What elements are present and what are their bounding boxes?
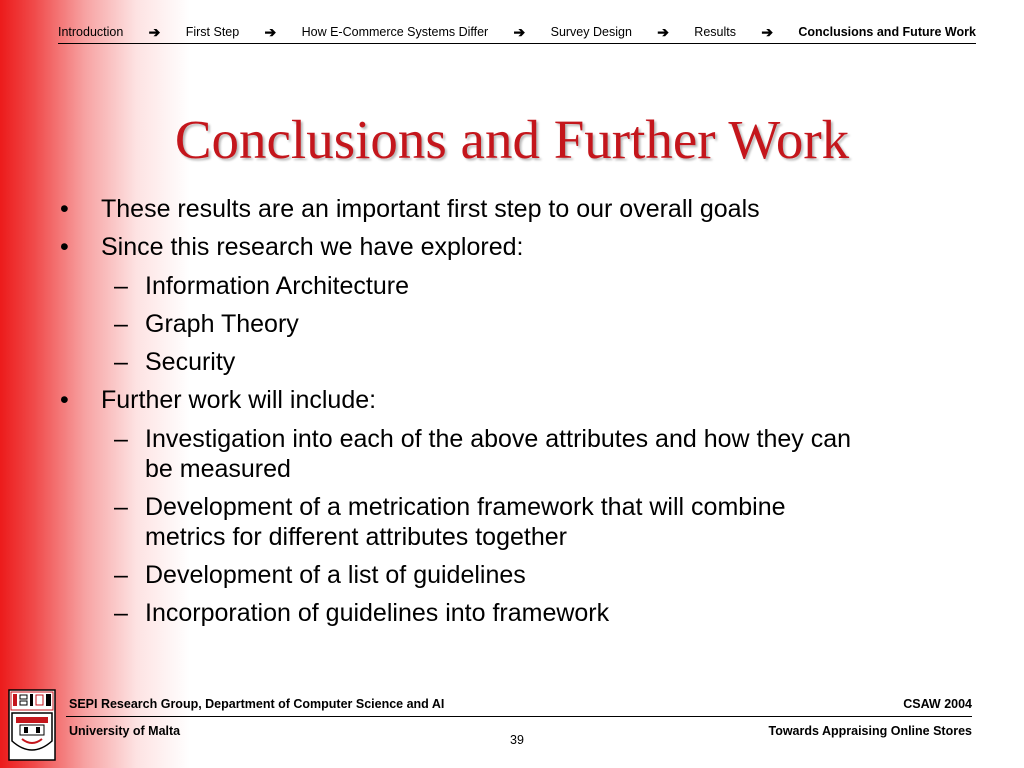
bullet-text: Incorporation of guidelines into framework (145, 599, 610, 627)
page-number: 39 (510, 733, 524, 747)
right-arrow-icon: ➔ (264, 23, 277, 40)
bullet-text: Information Architecture (145, 272, 410, 300)
nav-item-survey-design[interactable]: Survey Design (550, 25, 632, 39)
bullet-text: metrics for different attributes together (145, 523, 567, 551)
right-arrow-icon: ➔ (657, 23, 669, 40)
university-crest-icon (8, 689, 56, 761)
bullet-text: Development of a metrication framework that will combine (145, 493, 786, 521)
nav-item-introduction[interactable]: Introduction (58, 25, 124, 39)
footer-conference: CSAW 2004 (903, 697, 972, 711)
dash-marker: – (114, 272, 128, 300)
bullet-marker: • (60, 233, 69, 261)
header-divider (58, 43, 976, 44)
bullet-text: These results are an important first step to our overall goals (101, 195, 760, 223)
breadcrumb-navigation (58, 21, 976, 43)
bullet-text: Security (145, 348, 236, 376)
slide-title: Conclusions and Further Work (174, 109, 850, 170)
dash-marker: – (114, 425, 128, 453)
nav-item-first-step[interactable]: First Step (185, 25, 240, 39)
right-arrow-icon: ➔ (148, 23, 161, 40)
bullet-text: Investigation into each of the above attributes and how they can (145, 425, 852, 453)
nav-item-conclusions-and-future-work[interactable]: Conclusions and Future Work (798, 25, 976, 39)
right-arrow-icon: ➔ (513, 23, 526, 40)
bullet-marker: • (60, 195, 69, 223)
bullet-text: Graph Theory (145, 310, 299, 338)
bullet-text: Since this research we have explored: (101, 233, 524, 261)
dash-marker: – (114, 493, 128, 521)
footer-presentation-title: Towards Appraising Online Stores (768, 724, 972, 738)
bullet-text: be measured (145, 455, 291, 483)
nav-item-how-e-commerce-systems-differ[interactable]: How E-Commerce Systems Differ (301, 25, 489, 39)
dash-marker: – (114, 599, 128, 627)
bullet-marker: • (60, 386, 69, 414)
dash-marker: – (114, 348, 128, 376)
bullet-text: Further work will include: (101, 386, 377, 414)
footer-university: University of Malta (69, 724, 181, 738)
nav-item-results[interactable]: Results (694, 25, 736, 39)
dash-marker: – (114, 561, 128, 589)
dash-marker: – (114, 310, 128, 338)
bullet-text: Development of a list of guidelines (145, 561, 526, 589)
footer-research-group: SEPI Research Group, Department of Computer Science and AI (69, 697, 445, 711)
right-arrow-icon: ➔ (761, 23, 774, 40)
footer-divider (66, 716, 972, 717)
